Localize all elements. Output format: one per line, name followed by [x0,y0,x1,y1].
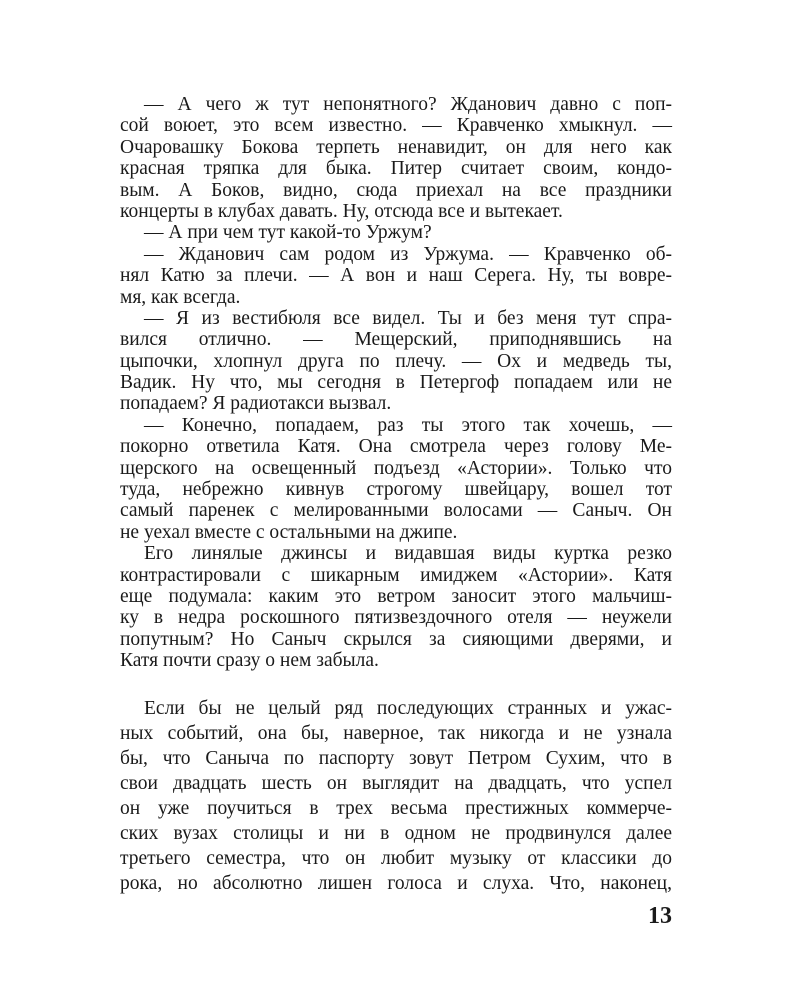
text-line: мя, как всегда. [120,286,241,308]
paragraph [120,415,672,543]
text-line: — Конечно, попадаем, раз ты этого так хочешь, — [144,414,672,436]
text-line: Катя почти сразу о нем забыла. [120,650,379,672]
text-line: — А чего ж тут непонятного? Жданович давно с поп- [144,94,672,115]
text-line: попадаем? Я радиотакси вызвал. [120,393,392,415]
text-line: концерты в клубах давать. Ну, отсюда все и вытекает. [120,200,563,222]
text-line: нял Катю за плечи. — А вон и наш Серега. Ну, ты вовре- [120,265,672,287]
text-line: самый паренек с мелированными волосами — Саныч. Он [120,500,672,522]
text-line: покорно ответила Катя. Она смотрела через голову Ме- [120,436,672,458]
section-break [120,672,672,696]
text-line: Его линялые джинсы и видавшая виды куртка резко [144,543,672,565]
text-line: попутным? Но Саныч скрылся за сияющими дверями, и [120,628,672,650]
paragraph [120,308,672,415]
text-line: Если бы не целый ряд последующих странных и ужас- [144,697,672,719]
text-line: — Я из вестибюля все видел. Ты и без меня тут спра- [144,307,672,329]
text-line: цыпочки, хлопнул друга по плечу. — Ох и медведь ты, [120,350,672,372]
paragraph [120,94,672,222]
text-line: щерского на освещенный подъезд «Астории». Только что [120,457,672,479]
text-line: — А при чем тут какой-то Уржум? [144,222,432,244]
text-line: бы, что Саныча по паспорту зовут Петром Сухим, что в [120,747,672,769]
paragraph [120,244,672,308]
text-line: ных событий, она бы, наверное, так никогда и не узнала [120,722,672,744]
text-line: третьего семестра, что он любит музыку от классики до [120,847,672,869]
text-line: ских вузах столицы и ни в одном не продвинулся далее [120,822,672,844]
text-line: Очаровашку Бокова терпеть ненавидит, он для него как [120,136,672,158]
text-line: контрастировали с шикарным имиджем «Астории». Катя [120,564,672,586]
paragraph [120,696,672,896]
text-line: туда, небрежно кивнув строгому швейцару, вошел тот [120,479,672,501]
text-section [120,94,672,672]
text-line: рока, но абсолютно лишен голоса и слуха. Что, наконец, [120,872,672,894]
text-line: свои двадцать шесть он выглядит на двадцать, что успел [120,772,672,794]
text-line: он уже поучиться в трех весьма престижных коммерче- [120,797,672,819]
text-line: не уехал вместе с остальными на джипе. [120,521,458,543]
page-body-text [120,94,672,896]
text-line: сой воюет, это всем известно. — Кравченко хмыкнул. — [120,115,672,137]
text-line: — Жданович сам родом из Уржума. — Кравченко об- [144,243,672,265]
text-line: вым. А Боков, видно, сюда приехал на все праздники [120,179,672,201]
paragraph [120,222,672,243]
page-number: 13 [648,903,672,929]
text-line: вился отлично. — Мещерский, приподнявшись на [120,329,672,351]
text-line: Вадик. Ну что, мы сегодня в Петергоф попадаем или не [120,372,672,394]
text-section [120,696,672,896]
paragraph [120,543,672,671]
text-line: красная тряпка для быка. Питер считает своим, кондо- [120,158,672,180]
text-line: еще подумала: каким это ветром заносит этого мальчиш- [120,585,672,607]
text-line: ку в недра роскошного пятизвездочного отеля — неужели [120,607,672,629]
